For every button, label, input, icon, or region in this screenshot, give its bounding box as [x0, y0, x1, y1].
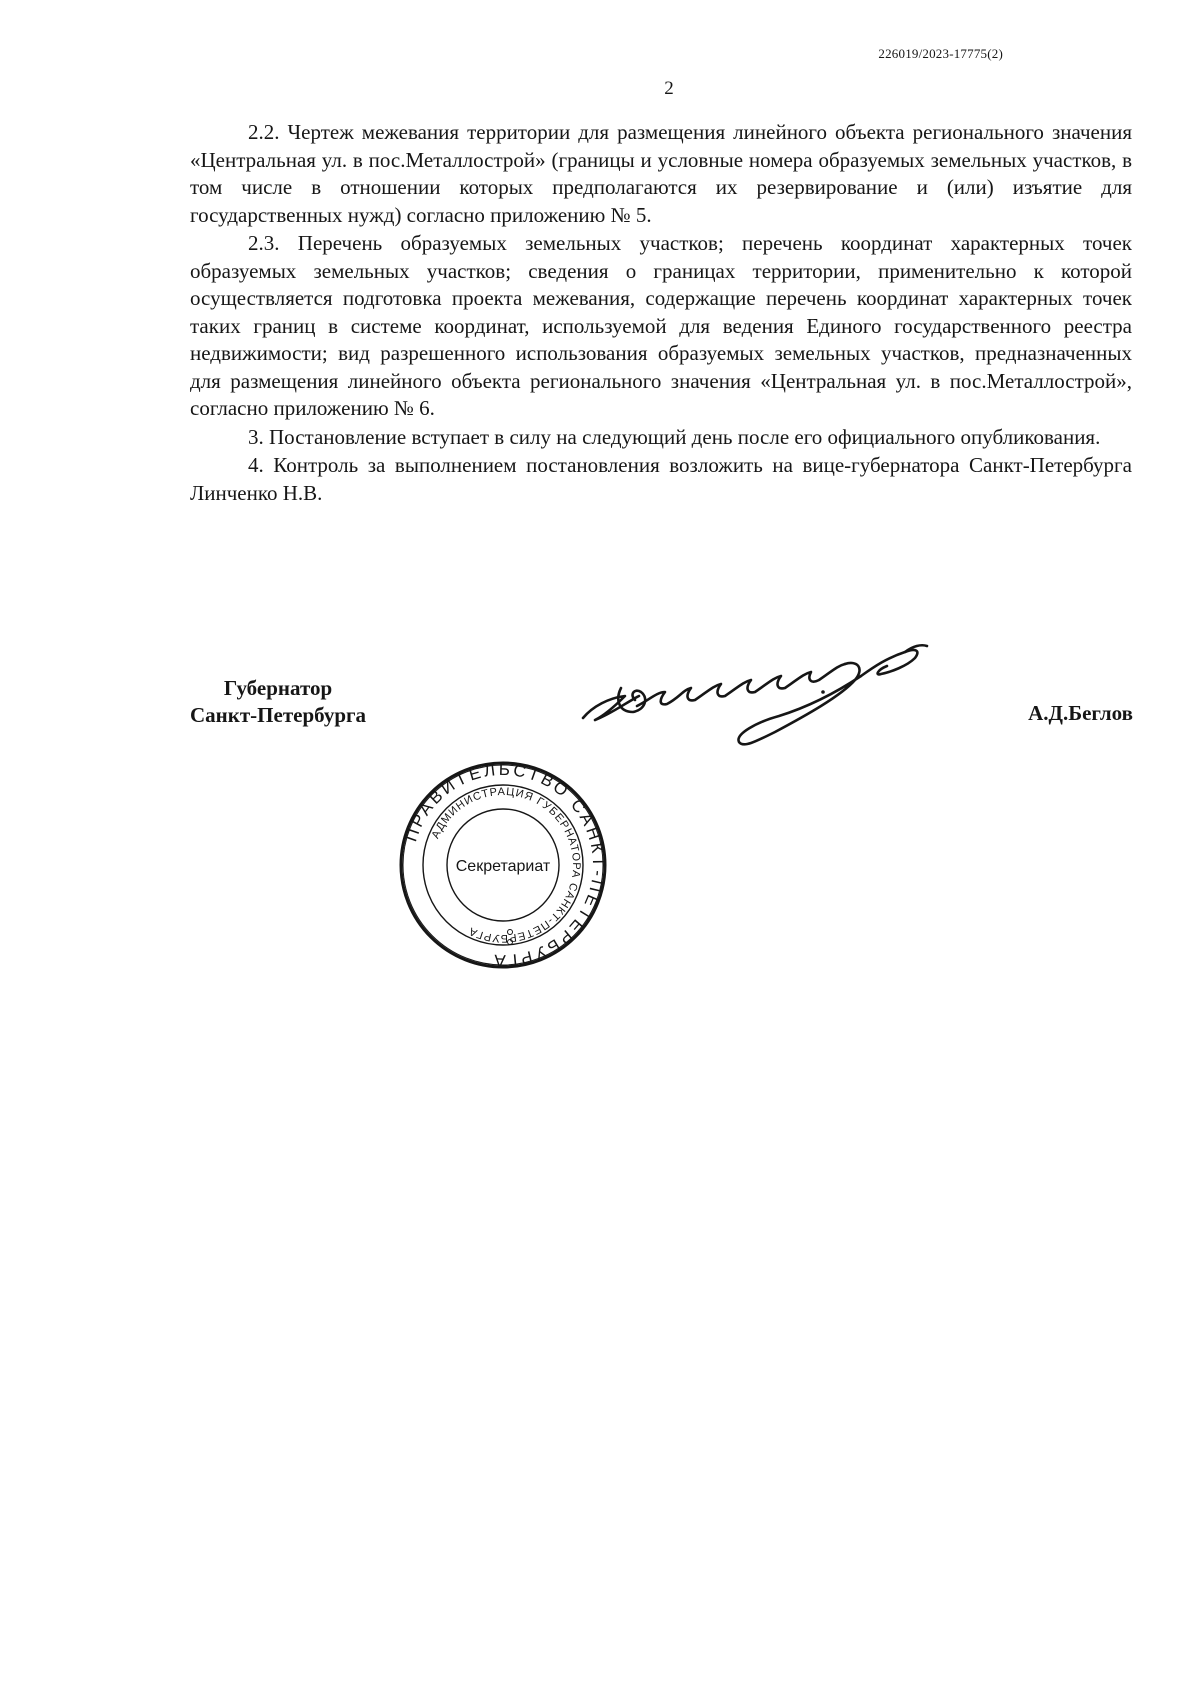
official-seal [398, 760, 608, 970]
stamp-outer-text: ПРАВИТЕЛЬСТВО САНКТ-ПЕТЕРБУРГА [401, 760, 608, 970]
paragraph-2-2: 2.2. Чертеж межевания территории для размещения линейного объекта регионального значения «Центральная ул. в пос.Металлострой» (границы и условные номера образуемых земельных участков, в том числе в отношении которых предполагаются их резервирование и (или) изъятие для государственных нужд) согласно приложению № 5. [190, 120, 1132, 227]
paragraph-3: 3. Постановление вступает в силу на следующий день после его официального опубликования. [248, 424, 1101, 449]
stamp-inner-text: АДМИНИСТРАЦИЯ ГУБЕРНАТОРА САНКТ-ПЕТЕРБУРГА [429, 785, 583, 945]
stamp-center-text: Секретариат [455, 858, 551, 875]
document-body [190, 119, 1132, 507]
paragraph-4: 4. Контроль за выполнением постановления возложить на вице-губернатора Санкт-Петербурга Линченко Н.В. [190, 453, 1132, 505]
signatory-title [190, 675, 366, 729]
document-registration-number: 226019/2023-17775(2) [878, 46, 1003, 61]
signatory-name: А.Д.Беглов [1028, 701, 1133, 725]
signatory-title-line1: Губернатор [223, 676, 333, 700]
signatory-title-line2: Санкт-Петербурга [190, 703, 367, 727]
page-number: 2 [664, 78, 674, 99]
paragraph-2-3: 2.3. Перечень образуемых земельных участков; перечень координат характерных точек образуемых земельных участков; сведения о границах территории, применительно к которой осуществляется подготовка проекта межевания, содержащие перечень координат характерных точек таких границ в системе координат, используемой для ведения Единого государственного реестра недвижимости; вид разрешенного использования образуемых земельных участков, предназначенных для размещения линейного объекта регионального значения «Центральная ул. в пос.Металлострой», согласно приложению № 6. [190, 231, 1132, 420]
handwritten-signature [575, 636, 955, 756]
